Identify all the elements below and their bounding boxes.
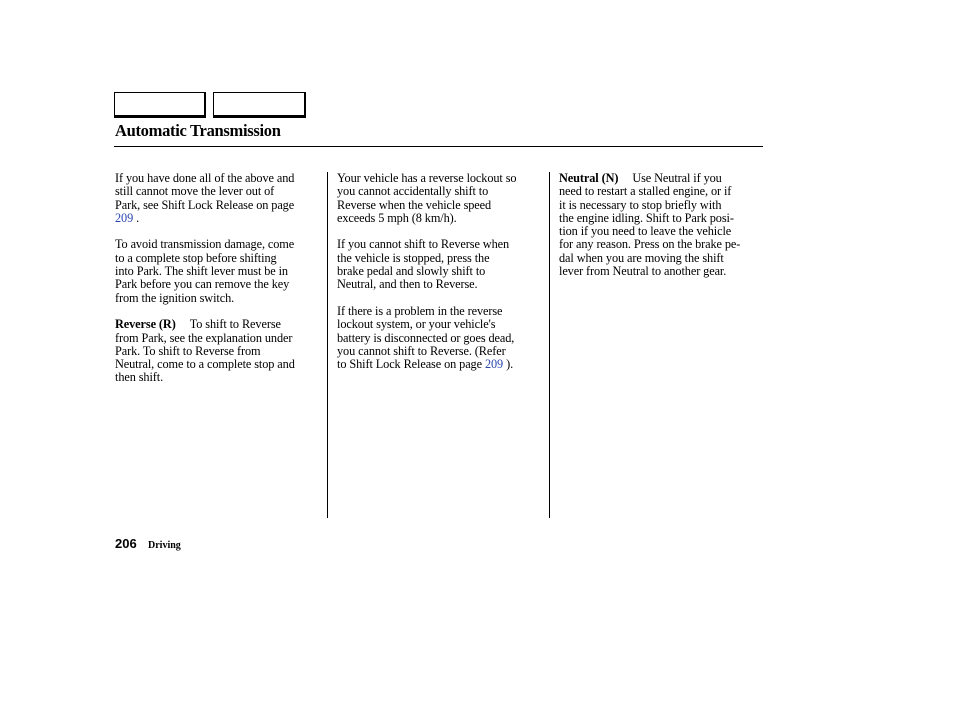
text-line: then shift.	[115, 370, 164, 385]
text-line: Neutral, come to a complete stop and	[115, 357, 295, 372]
text-line: To avoid transmission damage, come	[115, 237, 295, 252]
text-line: Your vehicle has a reverse lockout so	[337, 171, 517, 185]
text-line: the vehicle is stopped, press the	[337, 250, 490, 265]
paragraph	[337, 172, 552, 225]
run-in-heading: Reverse (R)	[115, 317, 176, 332]
text-line: Reverse when the vehicle speed	[337, 197, 492, 212]
run-in-heading: Neutral (N)	[559, 171, 619, 185]
text-line: exceeds 5 mph (8 km/h).	[337, 210, 457, 225]
text-column-1	[115, 172, 327, 398]
text-line: battery is disconnected or goes dead,	[337, 330, 515, 345]
nav-button-1[interactable]	[114, 92, 206, 118]
page-number: 206	[115, 536, 137, 551]
text-line: brake pedal and slowly shift to	[337, 264, 486, 279]
text-run: Use Neutral if you	[632, 171, 722, 185]
text-line: lockout system, or your vehicle's	[337, 317, 496, 332]
text-line: tion if you need to leave the vehicle	[559, 224, 732, 239]
text-column-2	[337, 172, 552, 385]
text-line: to a complete stop before shifting	[115, 250, 277, 265]
page-reference-link[interactable]: 209	[115, 210, 134, 225]
text-line: for any reason. Press on the brake pe-	[559, 237, 741, 252]
text-line: you cannot shift to Reverse. (Refer	[337, 343, 506, 358]
text-line: Neutral, and then to Reverse.	[337, 277, 478, 292]
text-line: from the ignition switch.	[115, 290, 235, 305]
text-line: If you cannot shift to Reverse when	[337, 237, 510, 252]
link-suffix: .	[133, 210, 140, 225]
section-title: Automatic Transmission	[115, 121, 281, 140]
text-line: Park, see Shift Lock Release on page	[115, 197, 295, 212]
footer-section-label: Driving	[148, 540, 181, 551]
text-line	[559, 172, 771, 185]
text-run: to Shift Lock Release on page	[337, 357, 485, 372]
text-line: need to restart a stalled engine, or if	[559, 184, 732, 199]
text-line: Park before you can remove the key	[115, 277, 290, 292]
text-line: If there is a problem in the reverse	[337, 303, 503, 318]
text-line: lever from Neutral to another gear.	[559, 264, 727, 279]
text-line: it is necessary to stop briefly with	[559, 197, 722, 212]
text-line: into Park. The shift lever must be in	[115, 264, 288, 279]
text-line	[337, 358, 552, 371]
text-line: the engine idling. Shift to Park posi-	[559, 210, 734, 225]
text-line: from Park, see the explanation under	[115, 330, 293, 345]
text-line: Park. To shift to Reverse from	[115, 343, 261, 358]
link-suffix: ).	[503, 357, 514, 372]
paragraph	[337, 305, 552, 371]
paragraph	[115, 238, 327, 304]
text-line: you cannot accidentally shift to	[337, 184, 489, 199]
text-run: To shift to Reverse	[189, 317, 281, 332]
title-rule	[114, 146, 763, 147]
paragraph	[115, 318, 327, 384]
page-reference-link[interactable]: 209	[484, 357, 504, 372]
text-line	[115, 318, 327, 331]
column-divider	[327, 172, 328, 518]
text-line: dal when you are moving the shift	[559, 250, 724, 265]
text-line	[115, 212, 327, 225]
paragraph	[337, 238, 552, 291]
text-column-3	[559, 172, 771, 292]
nav-button-2[interactable]	[213, 92, 306, 118]
paragraph	[559, 172, 771, 278]
text-line: If you have done all of the above and	[115, 171, 295, 185]
text-line: still cannot move the lever out of	[115, 184, 275, 199]
paragraph	[115, 172, 327, 225]
